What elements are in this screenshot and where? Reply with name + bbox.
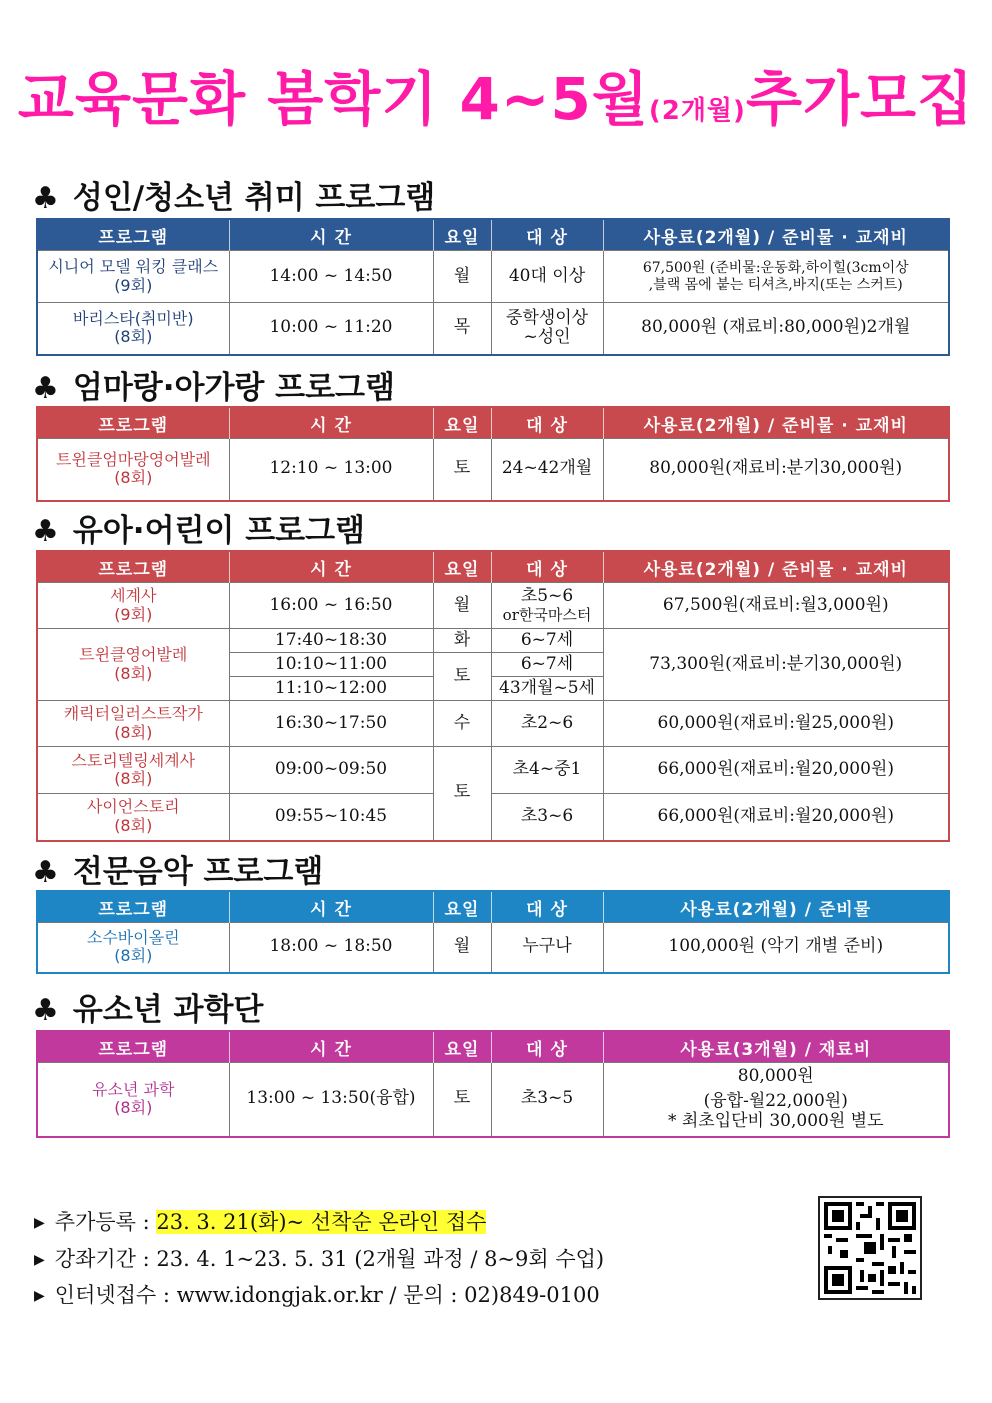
- table-row: [37, 583, 949, 629]
- program-fee: 60,000원(재료비:월25,000원): [603, 701, 949, 747]
- table-row: [37, 629, 949, 653]
- program-time: 09:00~09:50: [229, 747, 433, 794]
- program-target-line: 초5~6: [520, 586, 574, 607]
- program-fee: [603, 1063, 949, 1137]
- header-fee: 사용료(2개월) / 준비물 · 교재비: [603, 219, 949, 251]
- program-time: 11:10~12:00: [229, 677, 433, 701]
- program-fee: [603, 251, 949, 303]
- program-sessions: (8회): [114, 769, 153, 788]
- program-day: 토: [433, 439, 491, 501]
- program-fee-line: 80,000원: [737, 1065, 814, 1086]
- program-time: 16:00 ~ 16:50: [229, 583, 433, 629]
- program-fee-line: * 최초입단비 30,000원 별도: [667, 1111, 884, 1132]
- program-fee: 80,000원 (재료비:80,000원)2개월: [603, 303, 949, 355]
- header-fee: 사용료(2개월) / 준비물 · 교재비: [603, 407, 949, 439]
- club-icon: ♣: [32, 855, 59, 890]
- table-row: [37, 747, 949, 794]
- info-registration-value: 23. 3. 21(화)~ 선착순 온라인 접수: [156, 1210, 487, 1234]
- program-name-line: 스토리텔링세계사: [71, 750, 196, 770]
- program-target: [491, 583, 603, 629]
- title-duration: (2개월): [648, 96, 746, 126]
- program-time: 10:10~11:00: [229, 653, 433, 677]
- table-row: [37, 923, 949, 973]
- section-heading-text: 전문음악 프로그램: [72, 854, 324, 890]
- program-target: [491, 303, 603, 355]
- section-heading-kids: [32, 505, 365, 550]
- title-end: 추가모집: [745, 65, 975, 133]
- header-time: 시 간: [229, 891, 433, 923]
- header-program: 프로그램: [37, 219, 229, 251]
- triangle-right-icon: ▶: [34, 1252, 45, 1268]
- program-time: 12:10 ~ 13:00: [229, 439, 433, 501]
- program-name-line: 시니어 모델 워킹 클래스: [48, 257, 219, 277]
- program-target: 초3~5: [491, 1063, 603, 1137]
- header-day: 요일: [433, 1031, 491, 1063]
- header-day: 요일: [433, 407, 491, 439]
- header-fee: 사용료(3개월) / 재료비: [603, 1031, 949, 1063]
- table-row: [37, 303, 949, 355]
- program-name-line: 트윈클영어발레: [79, 645, 188, 665]
- program-name: [37, 251, 229, 303]
- program-name: [37, 923, 229, 973]
- program-name: [37, 439, 229, 501]
- program-name: [37, 794, 229, 841]
- header-day: 요일: [433, 551, 491, 583]
- program-target-line: ~성인: [523, 327, 571, 348]
- program-fee-line: 67,500원 (준비물:운동화,하이힐(3cm이상: [642, 260, 909, 277]
- program-target: 초4~중1: [491, 747, 603, 794]
- program-name: [37, 747, 229, 794]
- section-heading-adult: [32, 172, 435, 217]
- table-header: [37, 407, 949, 439]
- program-name: [37, 303, 229, 355]
- program-day: 월: [433, 923, 491, 973]
- program-target: 6~7세: [491, 653, 603, 677]
- header-time: 시 간: [229, 219, 433, 251]
- program-time: 16:30~17:50: [229, 701, 433, 747]
- program-day: 월: [433, 583, 491, 629]
- table-header: [37, 219, 949, 251]
- header-target: 대 상: [491, 891, 603, 923]
- program-name: [37, 629, 229, 701]
- mom-program-table: [36, 406, 950, 502]
- info-period-text: 강좌기간 : 23. 4. 1~23. 5. 31 (2개월 과정 / 8~9회 수업): [54, 1247, 605, 1271]
- header-time: 시 간: [229, 407, 433, 439]
- info-registration-label: 추가등록 :: [54, 1210, 157, 1234]
- program-day: 목: [433, 303, 491, 355]
- program-time: 14:00 ~ 14:50: [229, 251, 433, 303]
- triangle-right-icon: ▶: [34, 1215, 45, 1231]
- program-target: 24~42개월: [491, 439, 603, 501]
- header-target: 대 상: [491, 1031, 603, 1063]
- header-time: 시 간: [229, 551, 433, 583]
- section-heading-music: [32, 846, 323, 891]
- club-icon: ♣: [32, 993, 59, 1028]
- program-name-line: 소수바이올린: [86, 927, 180, 947]
- header-fee: 사용료(2개월) / 준비물: [603, 891, 949, 923]
- table-row: [37, 701, 949, 747]
- program-sessions: (8회): [114, 815, 153, 835]
- program-name: [37, 583, 229, 629]
- program-day: 토: [433, 653, 491, 701]
- adult-program-table: [36, 218, 950, 356]
- program-target: 6~7세: [491, 629, 603, 653]
- header-fee: 사용료(2개월) / 준비물 · 교재비: [603, 551, 949, 583]
- club-icon: ♣: [32, 371, 59, 406]
- program-day: 수: [433, 701, 491, 747]
- club-icon: ♣: [32, 514, 59, 549]
- header-target: 대 상: [491, 407, 603, 439]
- program-target-line: 중학생이상: [505, 307, 589, 328]
- info-period: [34, 1243, 604, 1273]
- header-program: 프로그램: [37, 551, 229, 583]
- table-row: [37, 794, 949, 841]
- program-time: 09:55~10:45: [229, 794, 433, 841]
- section-heading-text: 엄마랑·아가랑 프로그램: [72, 370, 395, 406]
- science-program-table: [36, 1030, 950, 1138]
- kids-program-table: [36, 550, 950, 842]
- header-program: 프로그램: [37, 891, 229, 923]
- program-day: 토: [433, 747, 491, 841]
- program-sessions: (8회): [114, 946, 153, 966]
- program-sessions: (8회): [114, 722, 153, 742]
- music-program-table: [36, 890, 950, 974]
- program-time: 18:00 ~ 18:50: [229, 923, 433, 973]
- program-fee: 73,300원(재료비:분기30,000원): [603, 629, 949, 701]
- program-sessions: (8회): [114, 327, 153, 347]
- program-time: 17:40~18:30: [229, 629, 433, 653]
- section-heading-text: 성인/청소년 취미 프로그램: [72, 180, 436, 216]
- program-fee-line: ,블랙 몸에 붙는 티셔츠,바지(또는 스커트): [648, 276, 903, 293]
- info-contact: [34, 1279, 600, 1309]
- program-name-line: 사이언스토리: [86, 797, 180, 817]
- program-fee: 66,000원(재료비:월20,000원): [603, 747, 949, 794]
- program-day: 월: [433, 251, 491, 303]
- program-target-line: or한국마스터: [502, 605, 592, 624]
- header-program: 프로그램: [37, 1031, 229, 1063]
- page-title: [0, 52, 992, 136]
- qr-code-icon[interactable]: [818, 1196, 922, 1300]
- program-name: [37, 1063, 229, 1137]
- info-contact-text: 인터넷접수 : www.idongjak.or.kr / 문의 : 02)849-0100: [54, 1283, 600, 1307]
- program-target: 누구나: [491, 923, 603, 973]
- program-target: 초3~6: [491, 794, 603, 841]
- header-program: 프로그램: [37, 407, 229, 439]
- title-main: 교육문화 봄학기 4~5월: [17, 65, 649, 133]
- section-heading-science: [32, 984, 263, 1029]
- section-heading-mom: [32, 362, 395, 407]
- program-fee: 80,000원(재료비:분기30,000원): [603, 439, 949, 501]
- table-row: [37, 251, 949, 303]
- table-header: [37, 1031, 949, 1063]
- header-day: 요일: [433, 219, 491, 251]
- triangle-right-icon: ▶: [34, 1288, 45, 1304]
- section-heading-text: 유아·어린이 프로그램: [72, 513, 365, 549]
- header-time: 시 간: [229, 1031, 433, 1063]
- program-sessions: (8회): [114, 663, 153, 683]
- program-name-line: 바리스타(취미반): [72, 308, 194, 328]
- program-name: [37, 701, 229, 747]
- section-heading-text: 유소년 과학단: [72, 992, 264, 1028]
- table-row: [37, 1063, 949, 1137]
- header-day: 요일: [433, 891, 491, 923]
- program-time: 13:00 ~ 13:50(융합): [229, 1063, 433, 1137]
- header-target: 대 상: [491, 219, 603, 251]
- program-name-line: 트윈클엄마랑영어발레: [55, 449, 211, 469]
- program-name-line: 캐릭터일러스트작가: [63, 704, 203, 724]
- program-fee-line: (융합-월22,000원): [703, 1091, 848, 1112]
- info-registration: [34, 1206, 486, 1236]
- table-row: [37, 439, 949, 501]
- program-target: 43개월~5세: [491, 677, 603, 701]
- table-header: [37, 891, 949, 923]
- program-day: 토: [433, 1063, 491, 1137]
- program-sessions: (9회): [114, 604, 153, 624]
- program-sessions: (9회): [114, 275, 153, 295]
- program-fee: 67,500원(재료비:월3,000원): [603, 583, 949, 629]
- program-name-line: 세계사: [110, 586, 157, 606]
- program-target: 초2~6: [491, 701, 603, 747]
- program-day: 화: [433, 629, 491, 653]
- program-sessions: (8회): [114, 1098, 153, 1118]
- header-target: 대 상: [491, 551, 603, 583]
- program-sessions: (8회): [114, 468, 153, 488]
- table-header: [37, 551, 949, 583]
- club-icon: ♣: [32, 181, 59, 216]
- program-target: 40대 이상: [491, 251, 603, 303]
- program-name-line: 유소년 과학: [92, 1079, 175, 1099]
- program-time: 10:00 ~ 11:20: [229, 303, 433, 355]
- program-fee: 66,000원(재료비:월20,000원): [603, 794, 949, 841]
- program-fee: 100,000원 (악기 개별 준비): [603, 923, 949, 973]
